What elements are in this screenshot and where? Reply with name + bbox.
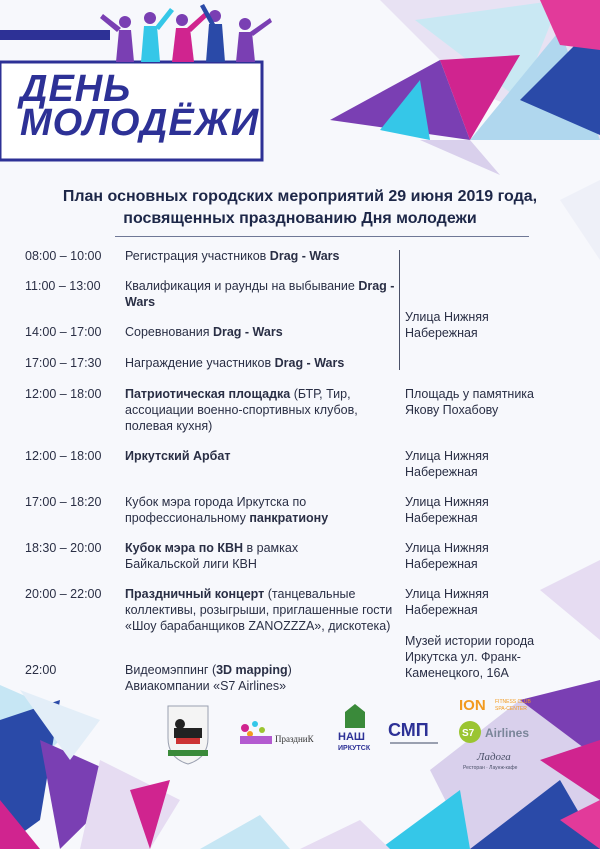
event-description: Кубок мэра города Иркутска по профессиональному панкратиону (125, 495, 329, 525)
svg-text:Ресторан · Лаунж-кафе: Ресторан · Лаунж-кафе (463, 765, 518, 771)
event-location: Улица Нижняя Набережная (405, 541, 489, 571)
ion-fitness-logo-icon (459, 697, 532, 714)
prazdnik-logo-icon (240, 721, 315, 744)
sponsor-logos-right (455, 694, 565, 774)
event-description: Патриотическая площадка (БТР, Тир, ассоциации военно-спортивных клубов, полевая кухня) (125, 387, 358, 433)
ladoga-restaurant-logo-icon (463, 751, 518, 771)
title-line2: посвященных празднованию Дня молодежи (123, 210, 477, 227)
event-time: 17:00 – 18:20 (25, 495, 102, 509)
event-description: Иркутский Арбат (125, 449, 231, 463)
event-time: 22:00 (25, 663, 57, 677)
logo-title-line1: ДЕНЬ (20, 68, 132, 110)
svg-text:НАШ: НАШ (338, 731, 365, 743)
svg-text:S7: S7 (462, 728, 475, 739)
event-time: 11:00 – 13:00 (25, 279, 101, 293)
event-time: 18:30 – 20:00 (25, 541, 102, 555)
event-time: 08:00 – 10:00 (25, 249, 102, 263)
svg-text:Airlines: Airlines (485, 726, 530, 740)
event-description: Квалификация и раунды на выбывание Drag - Wars (125, 279, 395, 309)
svg-text:Ладога: Ладога (477, 751, 511, 763)
irkutsk-coat-of-arms-icon (168, 706, 208, 764)
title-line1: План основных городских мероприятий 29 июня 2019 года, (62, 188, 538, 205)
svg-text:FITNESS CLUB: FITNESS CLUB (495, 699, 531, 705)
event-description: Награждение участников Drag - Wars (125, 356, 345, 370)
svg-text:СМП: СМП (388, 720, 429, 740)
event-description: Соревнования Drag - Wars (125, 325, 283, 339)
event-time: 12:00 – 18:00 (25, 387, 102, 401)
nash-irkutsk-logo-icon (338, 704, 371, 752)
event-time: 20:00 – 22:00 (25, 587, 102, 601)
event-location: Площадь у памятника Якову Похабову (405, 387, 534, 417)
event-location: Музей истории города Иркутска ул. Франк-Каменецкого, 16А (405, 634, 535, 680)
event-time: 12:00 – 18:00 (25, 449, 102, 463)
event-time: 14:00 – 17:00 (25, 325, 102, 339)
svg-text:ИРКУТСК: ИРКУТСК (338, 745, 371, 752)
s7-airlines-logo-icon (459, 721, 529, 743)
event-time: 17:00 – 17:30 (25, 356, 102, 370)
logo-title-line2: МОЛОДЁЖИ (20, 102, 260, 144)
event-location: Улица Нижняя Набережная (405, 449, 489, 479)
event-description: Кубок мэра по КВН в рамках Байкальской лиги КВН (125, 541, 299, 571)
event-description: Видеомэппинг (3D mapping) Авиакомпании «S7 Airlines» (125, 663, 292, 693)
svg-text:ION: ION (459, 697, 486, 714)
event-location: Улица Нижняя Набережная (405, 310, 489, 340)
title-divider (115, 236, 529, 237)
event-description: Регистрация участников Drag - Wars (125, 249, 340, 263)
page-title (20, 186, 580, 230)
svg-text:SPA-CENTER: SPA-CENTER (495, 706, 527, 712)
smp-logo-icon (388, 720, 438, 744)
event-description: Праздничный концерт (танцевальные коллективы, розыгрыши, приглашенные гости «Шоу барабанщиков ZANOZZZA», дискотека) (125, 587, 393, 633)
event-location: Улица Нижняя Набережная (405, 495, 489, 525)
sponsor-logos-left (150, 698, 450, 768)
svg-text:ПраздниК: ПраздниК (275, 734, 314, 744)
drag-group-bracket (399, 250, 400, 370)
event-location: Улица Нижняя Набережная (405, 587, 489, 617)
